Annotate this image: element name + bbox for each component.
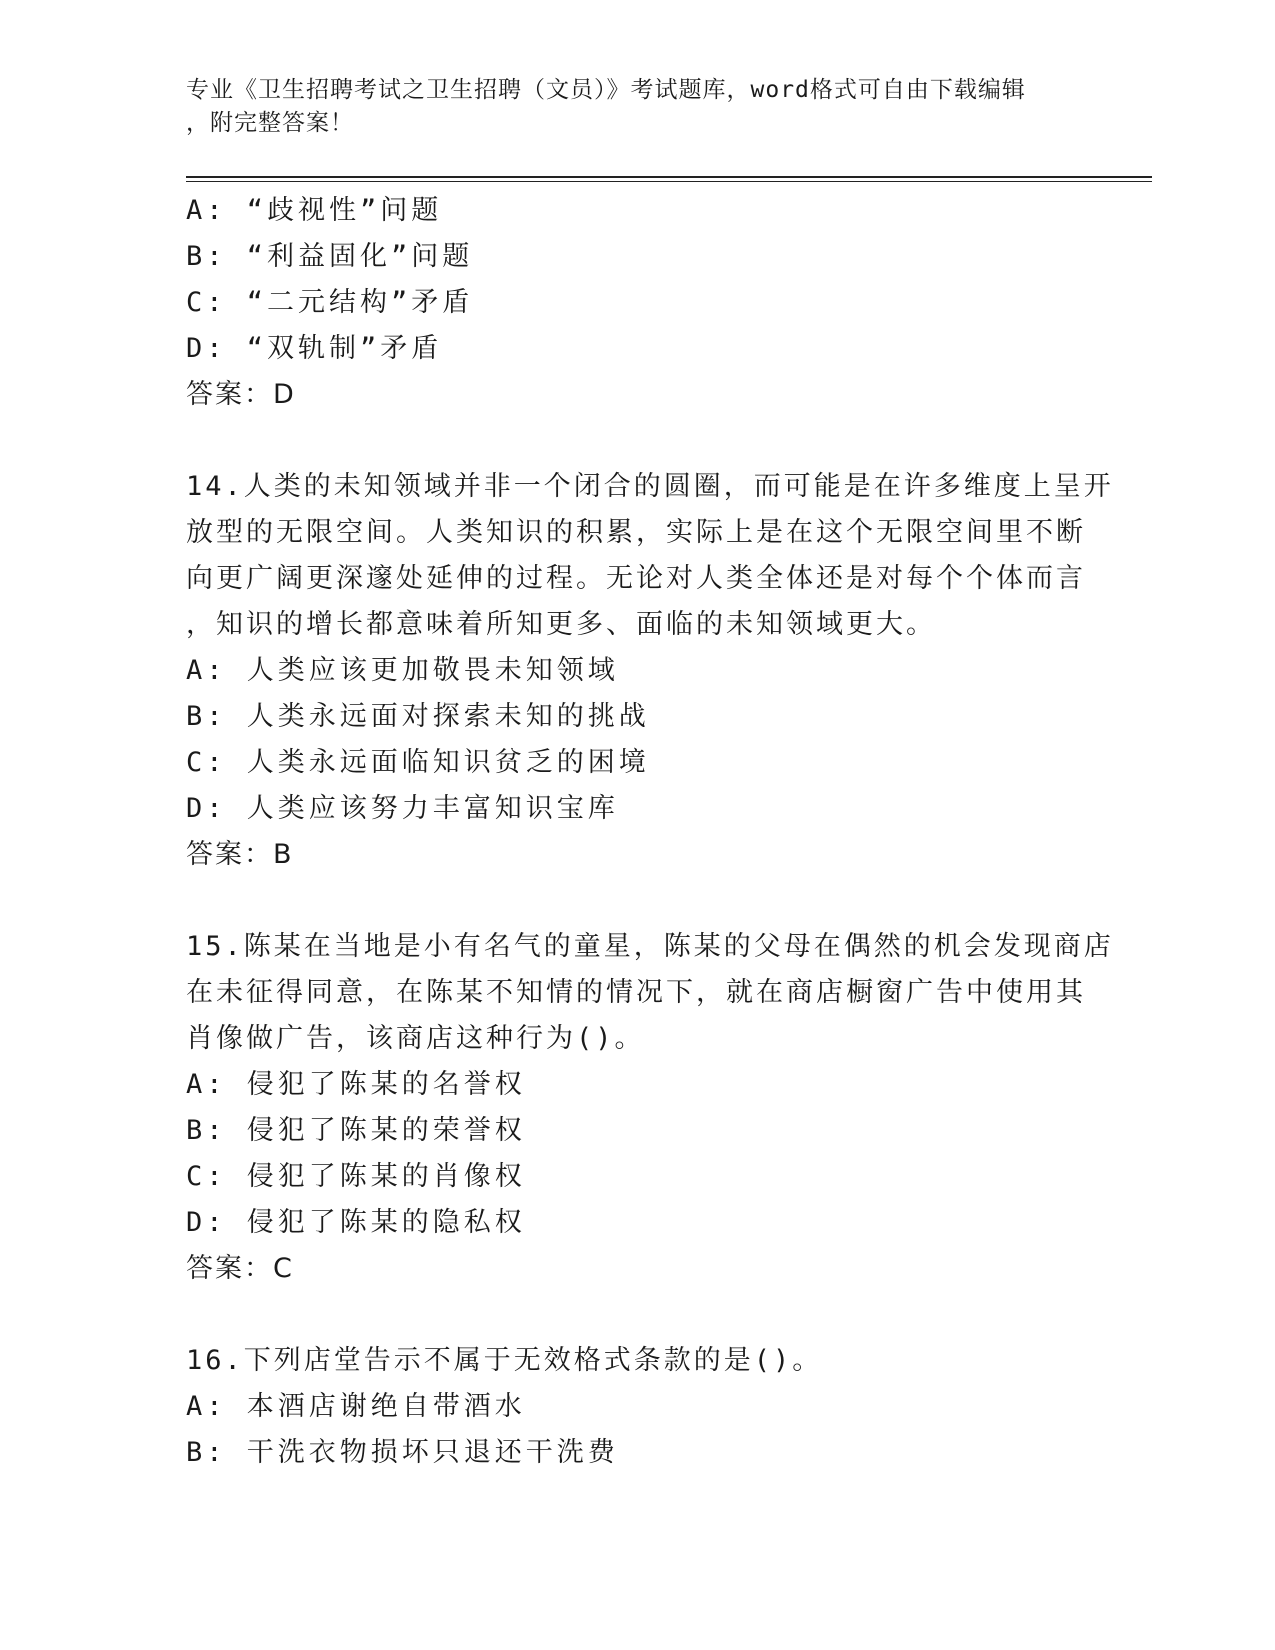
question-stem-line: 向更广阔更深邃处延伸的过程。无论对人类全体还是对每个个体而言 [186,563,1086,594]
question-stem-line: 15.陈某在当地是小有名气的童星，陈某的父母在偶然的机会发现商店 [186,931,1114,962]
header-line-1: 专业《卫生招聘考试之卫生招聘（文员）》考试题库，word格式可自由下载编辑 [186,77,1026,103]
header-divider-thick [186,176,1152,178]
option-a: A: “歧视性”问题 [186,195,443,226]
option-d: D: “双轨制”矛盾 [186,333,443,364]
question-13 [186,188,1086,418]
option-c: C: 侵犯了陈某的肖像权 [186,1161,526,1192]
question-list [186,188,1114,1476]
question-stem-line: 放型的无限空间。人类知识的积累，实际上是在这个无限空间里不断 [186,517,1086,548]
document-header [186,74,1066,140]
answer-line: 答案：D [186,379,296,410]
header-divider-thin [186,181,1152,182]
option-b: B: 人类永远面对探索未知的挑战 [186,701,650,732]
header-line-2: ，附完整答案！ [186,110,354,136]
question-stem-line: ，知识的增长都意味着所知更多、面临的未知领域更大。 [186,609,936,640]
option-b: B: 干洗衣物损坏只退还干洗费 [186,1437,619,1468]
question-stem-line: 在未征得同意，在陈某不知情的情况下，就在商店橱窗广告中使用其 [186,977,1086,1008]
option-b: B: 侵犯了陈某的荣誉权 [186,1115,526,1146]
option-a: A: 人类应该更加敬畏未知领域 [186,655,619,686]
question-14 [186,464,1114,878]
question-15 [186,924,1114,1292]
option-c: C: “二元结构”矛盾 [186,287,474,318]
option-c: C: 人类永远面临知识贫乏的困境 [186,747,650,778]
question-stem-line: 肖像做广告，该商店这种行为()。 [186,1023,645,1054]
answer-line: 答案：B [186,839,294,870]
answer-line: 答案：C [186,1253,294,1284]
question-stem-line: 14.人类的未知领域并非一个闭合的圆圈，而可能是在许多维度上呈开 [186,471,1114,502]
option-a: A: 侵犯了陈某的名誉权 [186,1069,526,1100]
question-stem-line: 16.下列店堂告示不属于无效格式条款的是()。 [186,1345,823,1376]
question-16 [186,1338,1086,1476]
option-b: B: “利益固化”问题 [186,241,474,272]
option-a: A: 本酒店谢绝自带酒水 [186,1391,526,1422]
option-d: D: 人类应该努力丰富知识宝库 [186,793,619,824]
option-d: D: 侵犯了陈某的隐私权 [186,1207,526,1238]
